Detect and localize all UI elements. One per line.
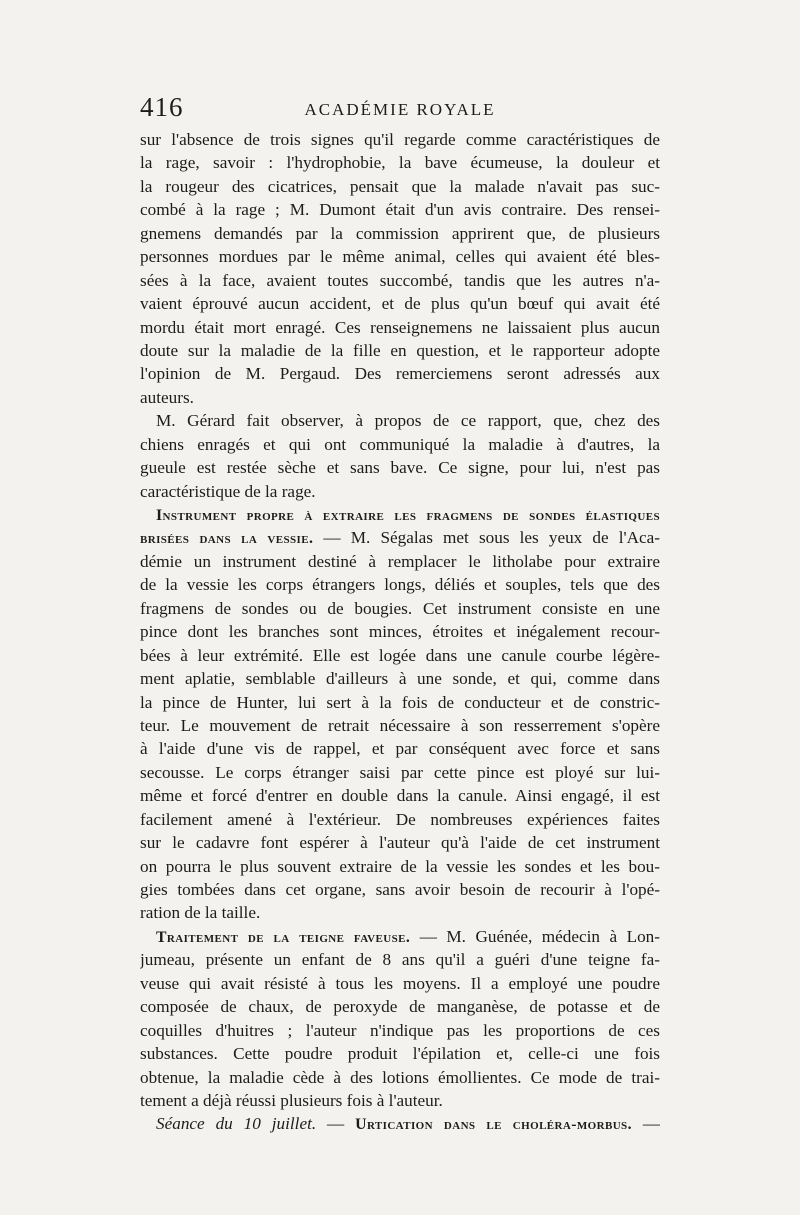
section-heading-teigne: Traitement de la teigne faveuse. bbox=[156, 928, 411, 946]
text-line: mordu était mort enragé. Ces renseignemens ne laissaient plus aucun bbox=[140, 317, 660, 337]
text-line: fragmens de sondes ou de bougies. Cet instrument consiste en une bbox=[140, 598, 660, 618]
text-line: auteurs. bbox=[140, 387, 194, 407]
text-line: même et forcé d'entrer en double dans la canule. Ainsi engagé, il est bbox=[140, 786, 660, 806]
text-line: gies tombées dans cet organe, sans avoir besoin de recourir à l'opé- bbox=[140, 880, 660, 899]
text-line: la pince de Hunter, lui sert à la fois de conducteur et de constric- bbox=[140, 692, 660, 712]
text-line: secousse. Le corps étranger saisi par cette pince est ployé sur lui- bbox=[140, 762, 660, 782]
text-line: substances. Cette poudre produit l'épilation et, celle-ci une fois bbox=[140, 1044, 660, 1064]
text-span: — M. Guénée, médecin à Lon- bbox=[410, 926, 660, 946]
text-line: de la vessie les corps étrangers longs, déliés et souples, tels que des bbox=[140, 575, 660, 595]
text-line: gnemens demandés par la commission apprirent que, de plusieurs bbox=[140, 223, 660, 243]
text-line: à l'aide d'une vis de rappel, et par conséquent avec force et sans bbox=[140, 739, 660, 759]
text-line: tement a déjà réussi plusieurs fois à l'auteur. bbox=[140, 1090, 443, 1110]
text-line: composée de chaux, de peroxyde de manganèse, de potasse et de bbox=[140, 997, 660, 1017]
section-heading-line bbox=[140, 503, 660, 526]
text-line: ment aplatie, semblable d'ailleurs à une sonde, et qui, comme dans bbox=[140, 669, 660, 689]
text-span: — bbox=[316, 1114, 356, 1134]
text-line: pince dont les branches sont minces, étroites et inégalement recour- bbox=[140, 622, 660, 642]
text-line: doute sur la maladie de la fille en question, et le rapporteur adopte bbox=[140, 340, 660, 360]
text-line: la rage, savoir : l'hydrophobie, la bave écumeuse, la douleur et bbox=[140, 153, 660, 173]
section-heading-instrument: Instrument propre à extraire les fragmens de sondes élastiques bbox=[156, 507, 660, 524]
text-line: démie un instrument destiné à remplacer le litholabe pour extraire bbox=[140, 551, 660, 571]
text-line: obtenue, la maladie cède à des lotions émollientes. Ce mode de trai- bbox=[140, 1067, 660, 1087]
text-line: gueule est restée sèche et sans bave. Ce signe, pour lui, n'est pas bbox=[140, 458, 660, 478]
text-line: sur l'absence de trois signes qu'il regarde comme caractéristiques de bbox=[140, 130, 660, 149]
text-span: — bbox=[631, 1114, 660, 1134]
section-heading-instrument-cont: brisées dans la vessie. bbox=[140, 530, 314, 548]
text-line: teur. Le mouvement de retrait nécessaire à son resserrement s'opère bbox=[140, 715, 660, 735]
text-span: — M. Ségalas met sous les yeux de l'Aca- bbox=[313, 528, 660, 548]
text-line: coquilles d'huitres ; l'auteur n'indique pas les proportions de ces bbox=[140, 1020, 660, 1040]
text-line: personnes mordues par le même animal, celles qui avaient été bles- bbox=[140, 247, 660, 267]
page-number: 416 bbox=[140, 92, 184, 122]
text-line: la rougeur des cicatrices, pensait que la malade n'avait pas suc- bbox=[140, 176, 660, 196]
text-line: bées à leur extrémité. Elle est logée dans une canule courbe légère- bbox=[140, 645, 660, 665]
page-header bbox=[140, 92, 660, 126]
section-heading-urtication: Urtication dans le choléra-morbus. bbox=[355, 1116, 632, 1134]
running-head: ACADÉMIE ROYALE bbox=[304, 100, 496, 119]
text-line: l'opinion de M. Pergaud. Des remerciemens seront adressés aux bbox=[140, 364, 660, 384]
text-line: sées à la face, avaient toutes succombé, tandis que les autres n'a- bbox=[140, 270, 660, 290]
text-line: vaient éprouvé aucun accident, et de plus qu'un bœuf qui avait été bbox=[140, 294, 660, 314]
text-line bbox=[140, 1112, 660, 1135]
text-line: jumeau, présente un enfant de 8 ans qu'il a guéri d'une teigne fa- bbox=[140, 950, 660, 970]
text-line bbox=[140, 925, 660, 948]
text-line: M. Gérard fait observer, à propos de ce rapport, que, chez des bbox=[156, 411, 660, 431]
text-line: on pourra le plus souvent extraire de la vessie les sondes et les bou- bbox=[140, 856, 660, 876]
session-date: Séance du 10 juillet. bbox=[156, 1114, 317, 1134]
text-line: veuse qui avait résisté à tous les moyens. Il a employé une poudre bbox=[140, 973, 660, 993]
text-line: facilement amené à l'extérieur. De nombreuses expériences faites bbox=[140, 809, 660, 829]
text-line: sur le cadavre font espérer à l'auteur qu'à l'aide de cet instrument bbox=[140, 833, 660, 853]
body-text bbox=[140, 128, 660, 1136]
text-line: ration de la taille. bbox=[140, 903, 261, 923]
text-line bbox=[140, 526, 660, 549]
text-line: combé à la rage ; M. Dumont était d'un avis contraire. Des rensei- bbox=[140, 200, 660, 220]
text-line: chiens enragés et qui ont communiqué la maladie à d'autres, la bbox=[140, 434, 660, 454]
text-line: caractéristique de la rage. bbox=[140, 481, 316, 501]
